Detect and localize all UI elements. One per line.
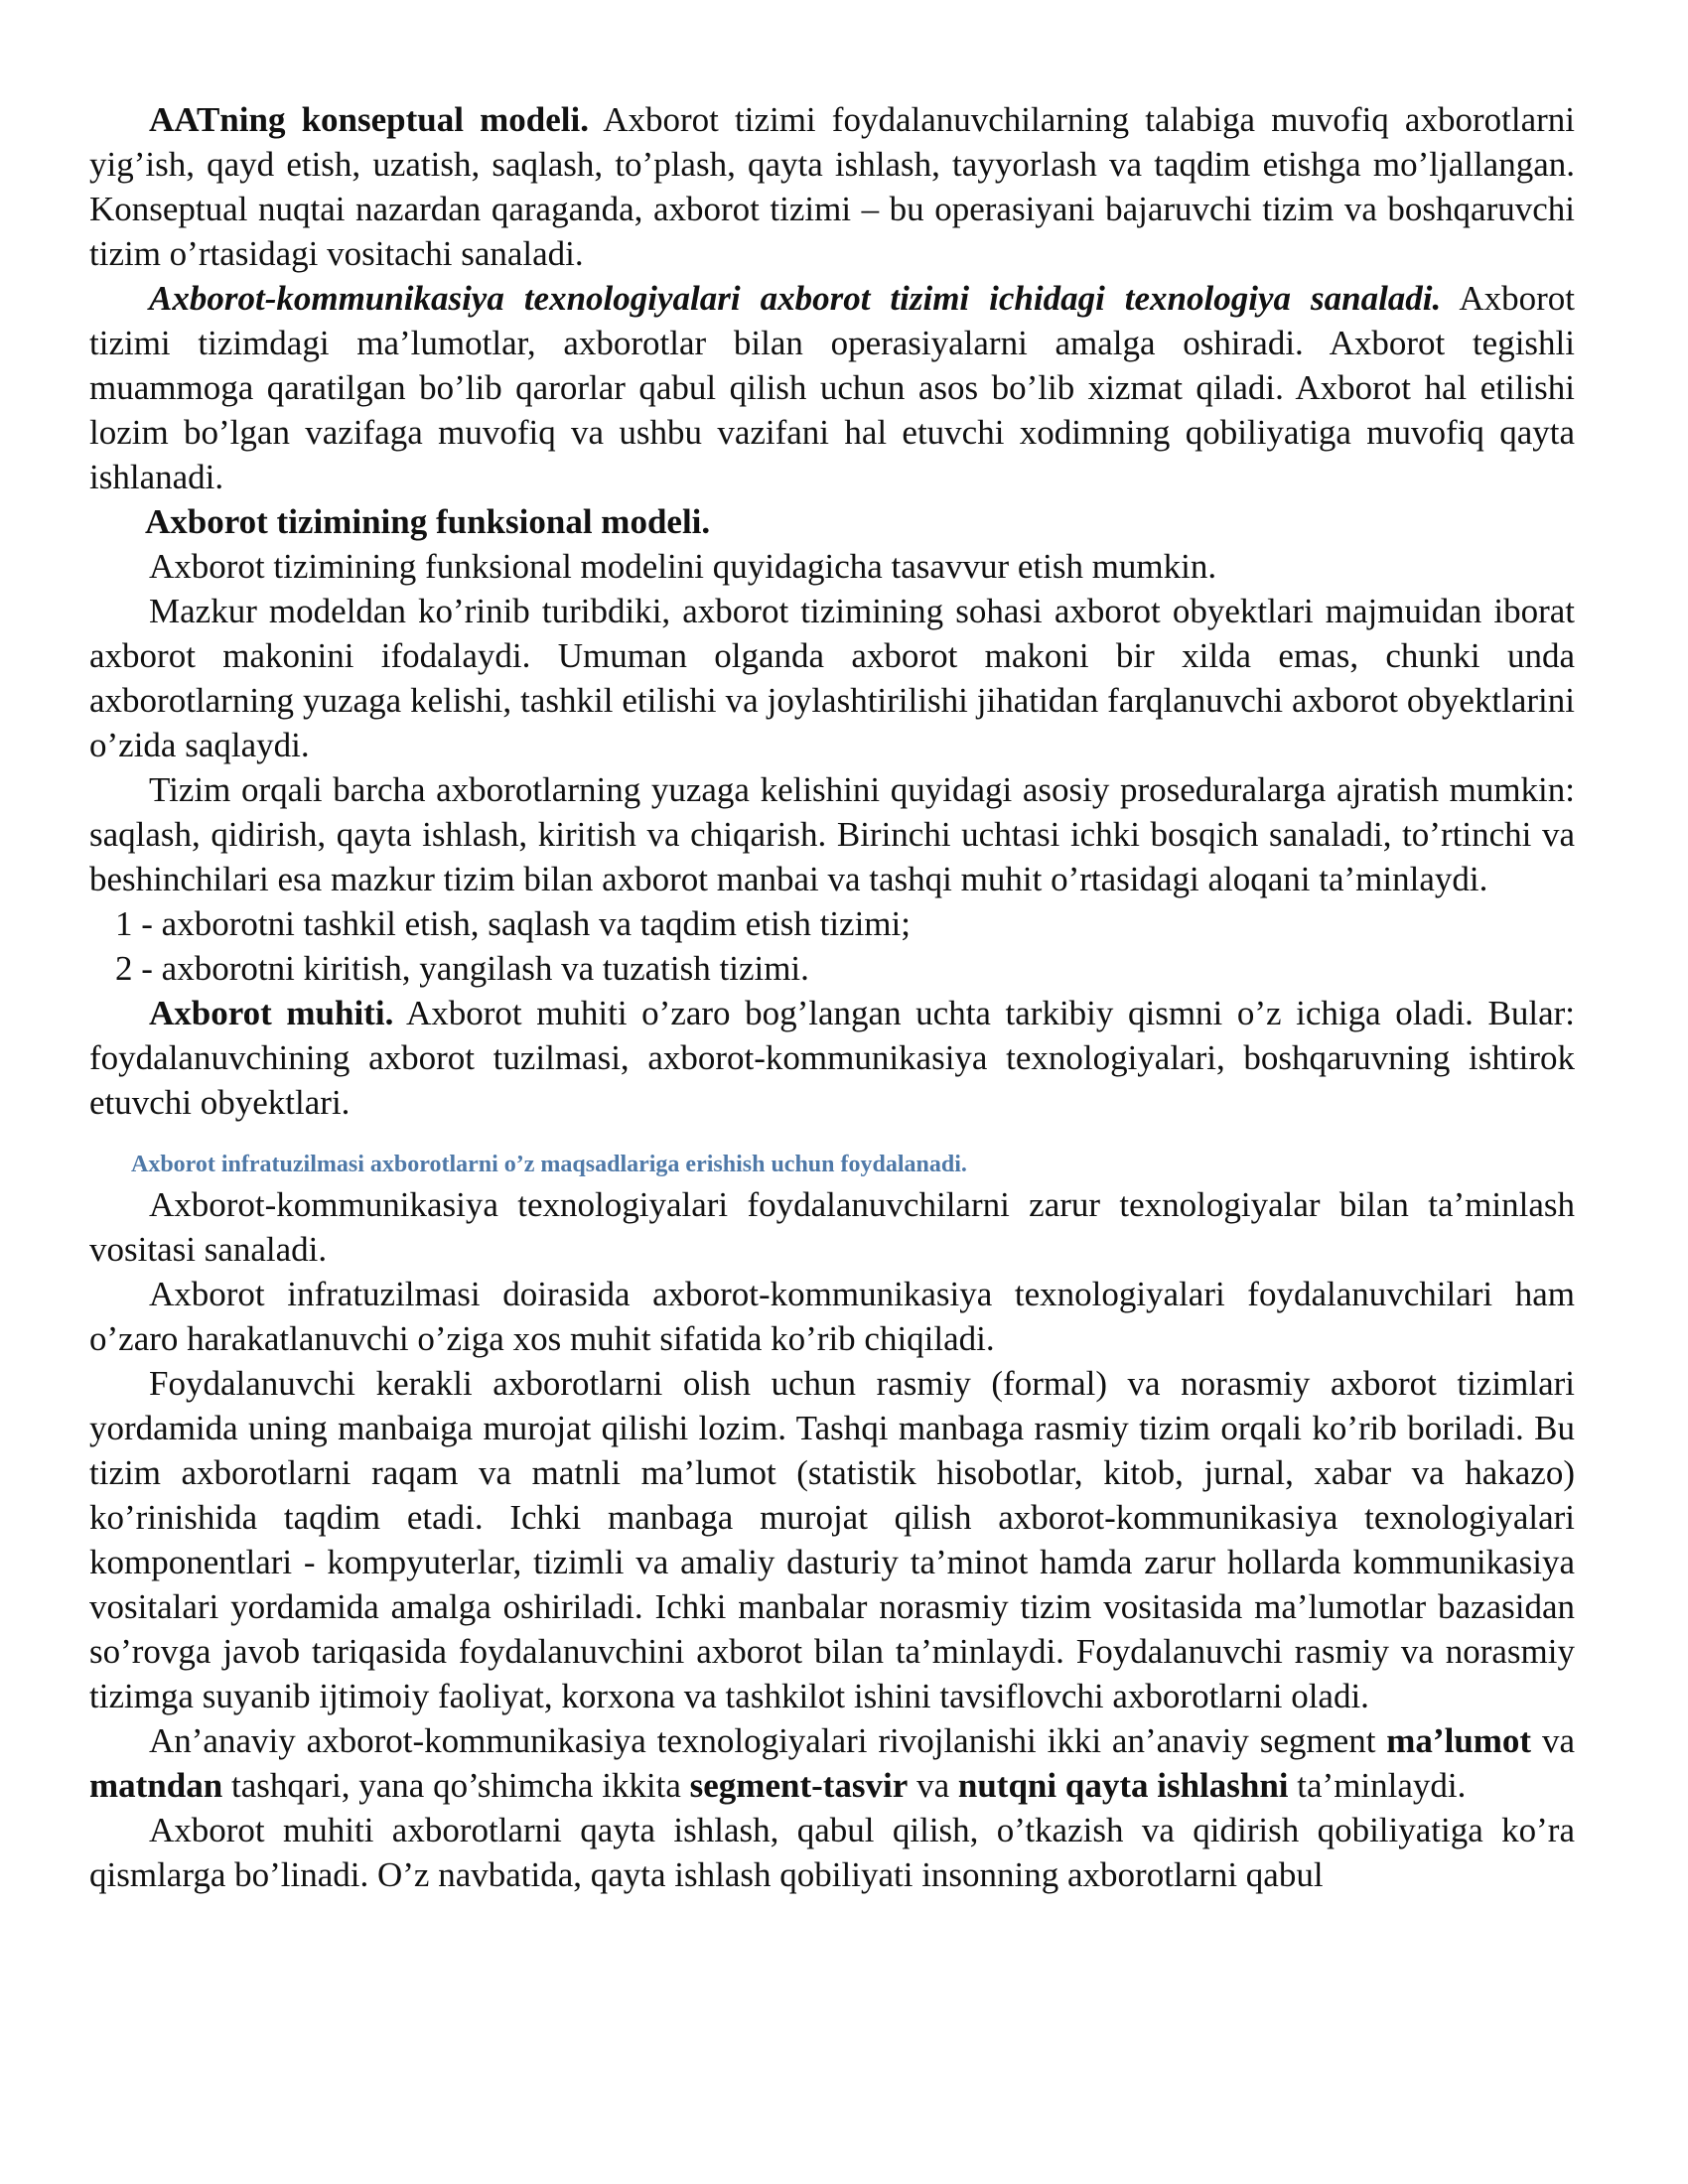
segments-text-3: tashqari, yana qo’shimcha ikkita [222,1766,690,1805]
segments-text-2: va [1531,1721,1575,1760]
information-environment-heading: Axborot muhiti. [149,994,394,1032]
information-environment-text: Axborot muhiti o’zaro bog’langan uchta tarkibiy qismni o’z ichiga oladi. Bular: foydalanuvchining axborot tuzilmasi, axborot-kommunikasiya texnologiyalari, boshqaruvning ishtirok etuvchi obyektlari. [89,994,1575,1122]
document-page [89,97,1575,1897]
paragraph-infrastructure: Axborot infratuzilmasi doirasida axborot-kommunikasiya texnologiyalari foydalanuvchilari ham o’zaro harakatlanuvchi o’ziga xos muhit sifatida ko’rib chiqiladi. [89,1275,1575,1358]
list-item-2: 2 - axborotni kiritish, yangilash va tuzatish tizimi. [115,949,809,988]
paragraph-information-environment [89,991,1575,1125]
paragraph-segments [89,1718,1575,1808]
paragraph-conceptual-model [89,97,1575,276]
ict-text: Axborot tizimi tizimdagi ma’lumotlar, axborotlar bilan operasiyalarni amalga oshiradi. Axborot tegishli muammoga qaratilgan bo’lib qarorlar qabul qilish uchun asos bo’lib xizmat qiladi. Axborot hal etilishi lozim bo’lgan vazifaga muvofiq va ushbu vazifani hal etuvchi xodimning qobiliyatiga muvofiq qayta ishlanadi. [89,279,1575,496]
paragraph-user-sources: Foydalanuvchi kerakli axborotlarni olish uchun rasmiy (formal) va norasmiy axborot tizimlari yordamida uning manbaiga murojat qilishi lozim. Tashqi manbaga rasmiy tizim orqali ko’rib boriladi. Bu tizim axborotlarni raqam va matnli ma’lumot (statistik hisobotlar, kitob, jurnal, xabar va hakazo) ko’rinishida taqdim etadi. Ichki manbaga murojat qilish axborot-kommunikasiya texnologiyalari komponentlari - kompyuterlar, tizimli va amaliy dasturiy ta’minot hamda zarur hollarda kommunikasiya vositalari yordamida amalga oshiriladi. Ichki manbalar norasmiy tizim vositasida ma’lumotlar bazasidan so’rovga javob tariqasida foydalanuvchini axborot bilan ta’minlaydi. Foydalanuvchi rasmiy va norasmiy tizimga suyanib ijtimoiy faoliyat, korxona va tashkilot ishini tavsiflovchi axborotlarni oladi. [89,1364,1575,1715]
figure-caption: Axborot infratuzilmasi axborotlarni o’z maqsadlariga erishish uchun foydalanadi. [131,1152,967,1177]
paragraph-procedures: Tizim orqali barcha axborotlarning yuzaga kelishini quyidagi asosiy proseduralarga ajratish mumkin: saqlash, qidirish, qayta ishlash, kiritish va chiqarish. Birinchi uchtasi ichki bosqich sanaladi, to’rtinchi va beshinchilari esa mazkur tizim bilan axborot manbai va tashqi muhit o’rtasidagi aloqani ta’minlaydi. [89,770,1575,898]
list-item-1: 1 - axborotni tashkil etish, saqlash va taqdim etish tizimi; [115,904,911,943]
segment-image-term: segment-tasvir [689,1766,909,1805]
conceptual-model-heading: AATning konseptual modeli. [149,100,589,139]
paragraph-ict [89,276,1575,499]
segments-text-1: An’anaviy axborot-kommunikasiya texnologiyalari rivojlanishi ikki an’anaviy segment [149,1721,1387,1760]
segments-text-5: ta’minlaydi. [1288,1766,1467,1805]
functional-model-heading: Axborot tizimining funksional modeli. [145,502,711,541]
segment-speech-term: nutqni qayta ishlashni [957,1766,1289,1805]
paragraph-information-space: Mazkur modeldan ko’rinib turibdiki, axborot tizimining sohasi axborot obyektlari majmuidan iborat axborot makonini ifodalaydi. Umuman olganda axborot makoni bir xilda emas, chunki unda axborotlarning yuzaga kelishi, tashkil etilishi va joylashtirilishi jihatidan farqlanuvchi axborot obyektlarini o’zida saqlaydi. [89,592,1575,764]
paragraph-functional-intro: Axborot tizimining funksional modelini quyidagicha tasavvur etish mumkin. [149,547,1217,586]
paragraph-environment-parts: Axborot muhiti axborotlarni qayta ishlash, qabul qilish, o’tkazish va qidirish qobiliyatiga ko’ra qismlarga bo’linadi. O’z navbatida, qayta ishlash qobiliyati insonning axborotlarni qabul [89,1811,1575,1894]
ict-heading: Axborot-kommunikasiya texnologiyalari axborot tizimi ichidagi texnologiya sanaladi. [149,279,1442,318]
segment-text-term: matndan [89,1766,223,1805]
paragraph-ict-means: Axborot-kommunikasiya texnologiyalari foydalanuvchilarni zarur texnologiyalar bilan ta’minlash vositasi sanaladi. [89,1185,1575,1269]
segment-data-term: ma’lumot [1386,1721,1532,1760]
segments-text-4: va [908,1766,958,1805]
conceptual-model-text: Axborot tizimi foydalanuvchilarning talabiga muvofiq axborotlarni yig’ish, qayd etish, uzatish, saqlash, to’plash, qayta ishlash, tayyorlash va taqdim etishga mo’ljallangan. Konseptual nuqtai nazardan qaraganda, axborot tizimi – bu operasiyani bajaruvchi tizim va boshqaruvchi tizim o’rtasidagi vositachi sanaladi. [89,100,1575,273]
